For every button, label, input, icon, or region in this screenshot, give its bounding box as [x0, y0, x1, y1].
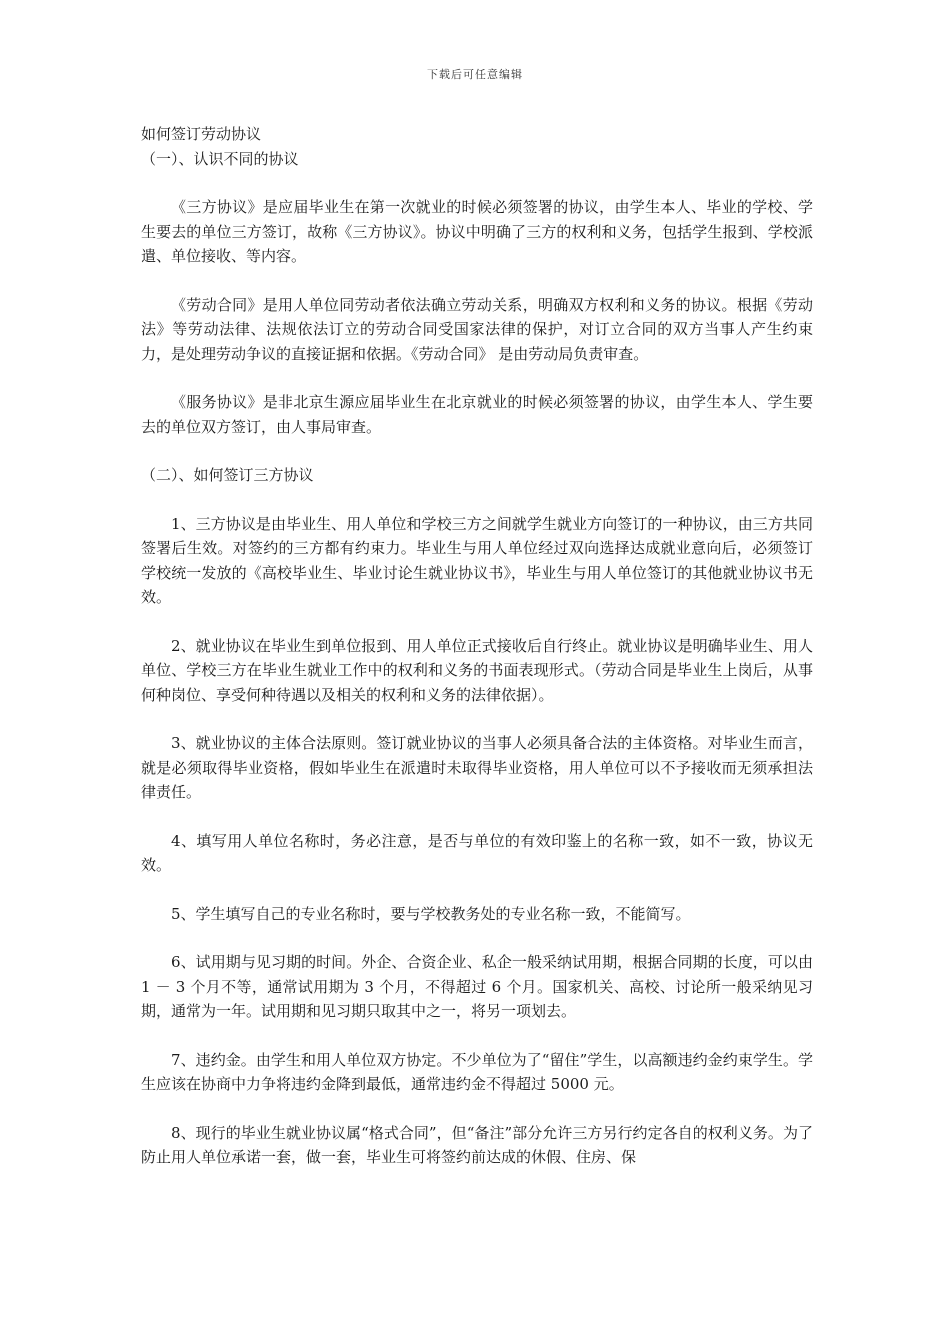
paragraph-item-1: 1、三方协议是由毕业生、用人单位和学校三方之间就学生就业方向签订的一种协议，由三方共同签署后生效。对签约的三方都有约束力。毕业生与用人单位经过双向选择达成就业意向后，必须签订学校统一发放的《高校毕业生、毕业讨论生就业协议书》，毕业生与用人单位签订的其他就业协议书无效。: [141, 514, 813, 606]
paragraph-item-8: 8、现行的毕业生就业协议属“格式合同”，但“备注”部分允许三方另行约定各自的权利义务。为了防止用人单位承诺一套，做一套，毕业生可将签约前达成的休假、住房、保: [141, 1123, 813, 1166]
header-note: 下载后可任意编辑: [427, 68, 523, 81]
paragraph-item-4: 4、填写用人单位名称时，务必注意，是否与单位的有效印鉴上的名称一致，如不一致，协议无效。: [141, 831, 813, 874]
paragraph-item-2: 2、就业协议在毕业生到单位报到、用人单位正式接收后自行终止。就业协议是明确毕业生、用人单位、学校三方在毕业生就业工作中的权利和义务的书面表现形式。（劳动合同是毕业生上岗后，从事何种岗位、享受何种待遇以及相关的权利和义务的法律依据）。: [141, 636, 813, 704]
paragraph-item-6: 6、试用期与见习期的时间。外企、合资企业、私企一般采纳试用期，根据合同期的长度，可以由 1 － 3 个月不等，通常试用期为 3 个月，不得超过 6 个月。国家机关、高校、讨论所一般采纳见习期，通常为一年。试用期和见习期只取其中之一，将另一项划去。: [141, 953, 813, 1020]
document-title: 如何签订劳动协议: [141, 125, 262, 143]
section-heading-1: （一）、认识不同的协议: [141, 149, 299, 168]
section-heading-2: （二）、如何签订三方协议: [141, 466, 314, 484]
paragraph-item-7: 7、违约金。由学生和用人单位双方协定。不少单位为了“留住”学生，以高额违约金约束学生。学生应该在协商中力争将违约金降到最低，通常违约金不得超过 5000 元。: [141, 1050, 813, 1093]
paragraph-tripartite-agreement: 《三方协议》是应届毕业生在第一次就业的时候必须签署的协议，由学生本人、毕业的学校、学生要去的单位三方签订，故称《三方协议》。协议中明确了三方的权利和义务，包括学生报到、学校派遣、单位接收、等内容。: [141, 198, 813, 265]
document-body: [141, 122, 813, 1170]
paragraph-item-3: 3、就业协议的主体合法原则。签订就业协议的当事人必须具备合法的主体资格。对毕业生而言，就是必须取得毕业资格，假如毕业生在派遣时未取得毕业资格，用人单位可以不予接收而无须承担法律责任。: [141, 734, 813, 801]
paragraph-service-agreement: 《服务协议》是非北京生源应届毕业生在北京就业的时候必须签署的协议，由学生本人、学生要去的单位双方签订，由人事局审查。: [141, 393, 813, 436]
paragraph-labor-contract: 《劳动合同》是用人单位同劳动者依法确立劳动关系，明确双方权利和义务的协议。根据《劳动法》等劳动法律、法规依法订立的劳动合同受国家法律的保护，对订立合同的双方当事人产生约束力，是处理劳动争议的直接证据和依据。《劳动合同》 是由劳动局负责审查。: [141, 295, 813, 363]
paragraph-item-5: 5、学生填写自己的专业名称时，要与学校教务处的专业名称一致，不能简写。: [171, 904, 691, 923]
